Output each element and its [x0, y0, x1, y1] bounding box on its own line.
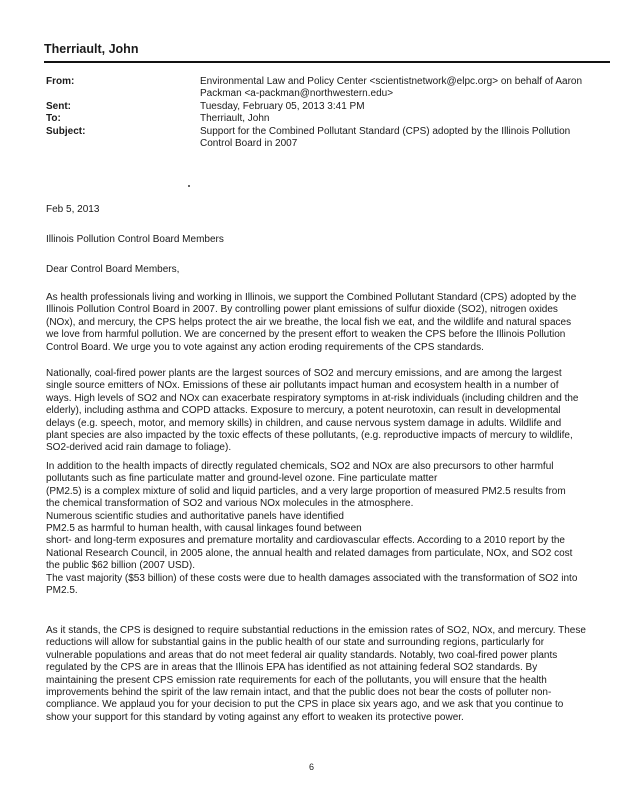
subject-label: Subject: — [46, 125, 86, 137]
title-divider — [44, 61, 610, 63]
paragraph-line: Numerous scientific studies and authoritative panels have identified — [46, 510, 344, 522]
header-from — [46, 76, 606, 101]
paragraph-line: vulnerable populations and areas that do not meet federal air quality standards. Notably, two coal-fired power plants — [46, 649, 558, 661]
paragraph-4 — [46, 625, 616, 724]
sent-label: Sent: — [46, 100, 71, 112]
from-label: From: — [46, 76, 75, 87]
paragraph-line: Control Board. We urge you to vote against any action eroding requirements of the CPS standards. — [46, 341, 484, 353]
paragraph-line: (PM2.5) is a complex mixture of solid and liquid particles, and a very large proportion of measured PM2.5 results from — [46, 485, 566, 497]
paragraph-line: the chemical transformation of SO2 and various NOx molecules in the atmosphere. — [46, 498, 414, 510]
paragraph-line: As it stands, the CPS is designed to require substantial reductions in the emission rates of SO2, NOx, and mercury. These — [46, 625, 586, 636]
header-to — [46, 113, 606, 125]
letter-date: Feb 5, 2013 — [46, 204, 100, 215]
paragraph-2 — [46, 368, 616, 455]
to-label: To: — [46, 113, 61, 125]
scan-speck — [188, 185, 190, 187]
subject-value: Support for the Combined Pollutant Standard (CPS) adopted by the Illinois Pollution Control Board in 2007 — [200, 125, 571, 150]
email-header — [46, 75, 606, 150]
paragraph-line: Illinois Pollution Control Board in 2007. By controlling power plant emissions of sulfur dioxide (SO2), nitrogen oxides — [46, 304, 558, 316]
paragraph-line: delays (e.g. speech, motor, and memory skills) in children, and cause nervous system damage in adults. Wildlife and — [46, 417, 562, 429]
paragraph-line: we love from harmful pollution. We are concerned by the present effort to weaken the CPS before the Illinois Pollution — [46, 329, 566, 341]
letter-recipient: Illinois Pollution Control Board Members — [46, 234, 224, 245]
paragraph-line: reductions will allow for substantial gains in the public health of our state and surrounding regions, particularly for — [46, 637, 545, 649]
paragraph-1 — [46, 292, 616, 354]
paragraph-line: National Research Council, in 2005 alone, the annual health and related damages from particulate, NOx, and SO2 cost — [46, 547, 573, 559]
header-sent — [46, 101, 606, 113]
to-value: Therriault, John — [200, 113, 270, 125]
from-value: Environmental Law and Policy Center <scientistnetwork@elpc.org> on behalf of Aaron Packman <a-packman@northwestern.edu> — [200, 76, 583, 100]
paragraph-line: Nationally, coal-fired power plants are the largest sources of SO2 and mercury emissions, and are among the largest — [46, 368, 562, 379]
paragraph-line: The vast majority ($53 billion) of these costs were due to health damages associated with the transformation of SO2 into — [46, 572, 578, 584]
paragraph-line: improvements behind the spirit of the law remain intact, and that the public does not bear the costs of polluter non- — [46, 687, 552, 699]
paragraph-line: In addition to the health impacts of directly regulated chemicals, SO2 and NOx are also precursors to other harmful — [46, 461, 554, 472]
paragraph-line: the public $62 billion (2007 USD). — [46, 560, 195, 572]
paragraph-line: show your support for this standard by voting against any effort to weaken its protective power. — [46, 711, 464, 723]
paragraph-line: SO2-derived acid rain damage to foliage). — [46, 442, 232, 454]
paragraph-line: PM2.5. — [46, 585, 78, 597]
paragraph-line: single source emitters of NOx. Emissions of these air pollutants impact human and ecosystem health in a number of — [46, 380, 559, 392]
sent-value: Tuesday, February 05, 2013 3:41 PM — [200, 100, 365, 112]
header-subject — [46, 126, 606, 151]
document-title: Therriault, John — [44, 42, 139, 56]
paragraph-3 — [46, 461, 616, 597]
paragraph-line: As health professionals living and working in Illinois, we support the Combined Pollutant Standard (CPS) adopted by the — [46, 292, 577, 303]
letter-salutation: Dear Control Board Members, — [46, 264, 180, 275]
paragraph-line: compliance. We applaud you for your decision to put the CPS in place six years ago, and we ask that you continue to — [46, 699, 564, 711]
paragraph-line: regulated by the CPS are in areas that the Illinois EPA has identified as not attaining federal SO2 standards. By — [46, 662, 538, 674]
paragraph-line: elderly), including asthma and COPD attacks. Exposure to mercury, a potent neurotoxin, can result in developmental — [46, 405, 561, 417]
paragraph-line: pollutants such as fine particulate matter and ground-level ozone. Fine particulate matter — [46, 473, 438, 485]
paragraph-line: PM2.5 as harmful to human health, with causal linkages found between — [46, 523, 362, 535]
page-number: 6 — [309, 762, 315, 772]
paragraph-line: plant species are also impacted by the toxic effects of these pollutants, (e.g. reproductive impacts of mercury to wildlife, — [46, 430, 573, 442]
paragraph-line: maintaining the present CPS emission rate requirements for each of the pollutants, you will ensure that the health — [46, 674, 547, 686]
paragraph-line: ways. High levels of SO2 and NOx can exacerbate respiratory symptoms in at-risk individuals (including children and the — [46, 392, 579, 404]
paragraph-line: (NOx), and mercury, the CPS helps protect the air we breathe, the local fish we eat, and the wildlife and natural spaces — [46, 316, 572, 328]
paragraph-line: short- and long-term exposures and premature mortality and cardiovascular effects. According to a 2010 report by the — [46, 535, 565, 547]
